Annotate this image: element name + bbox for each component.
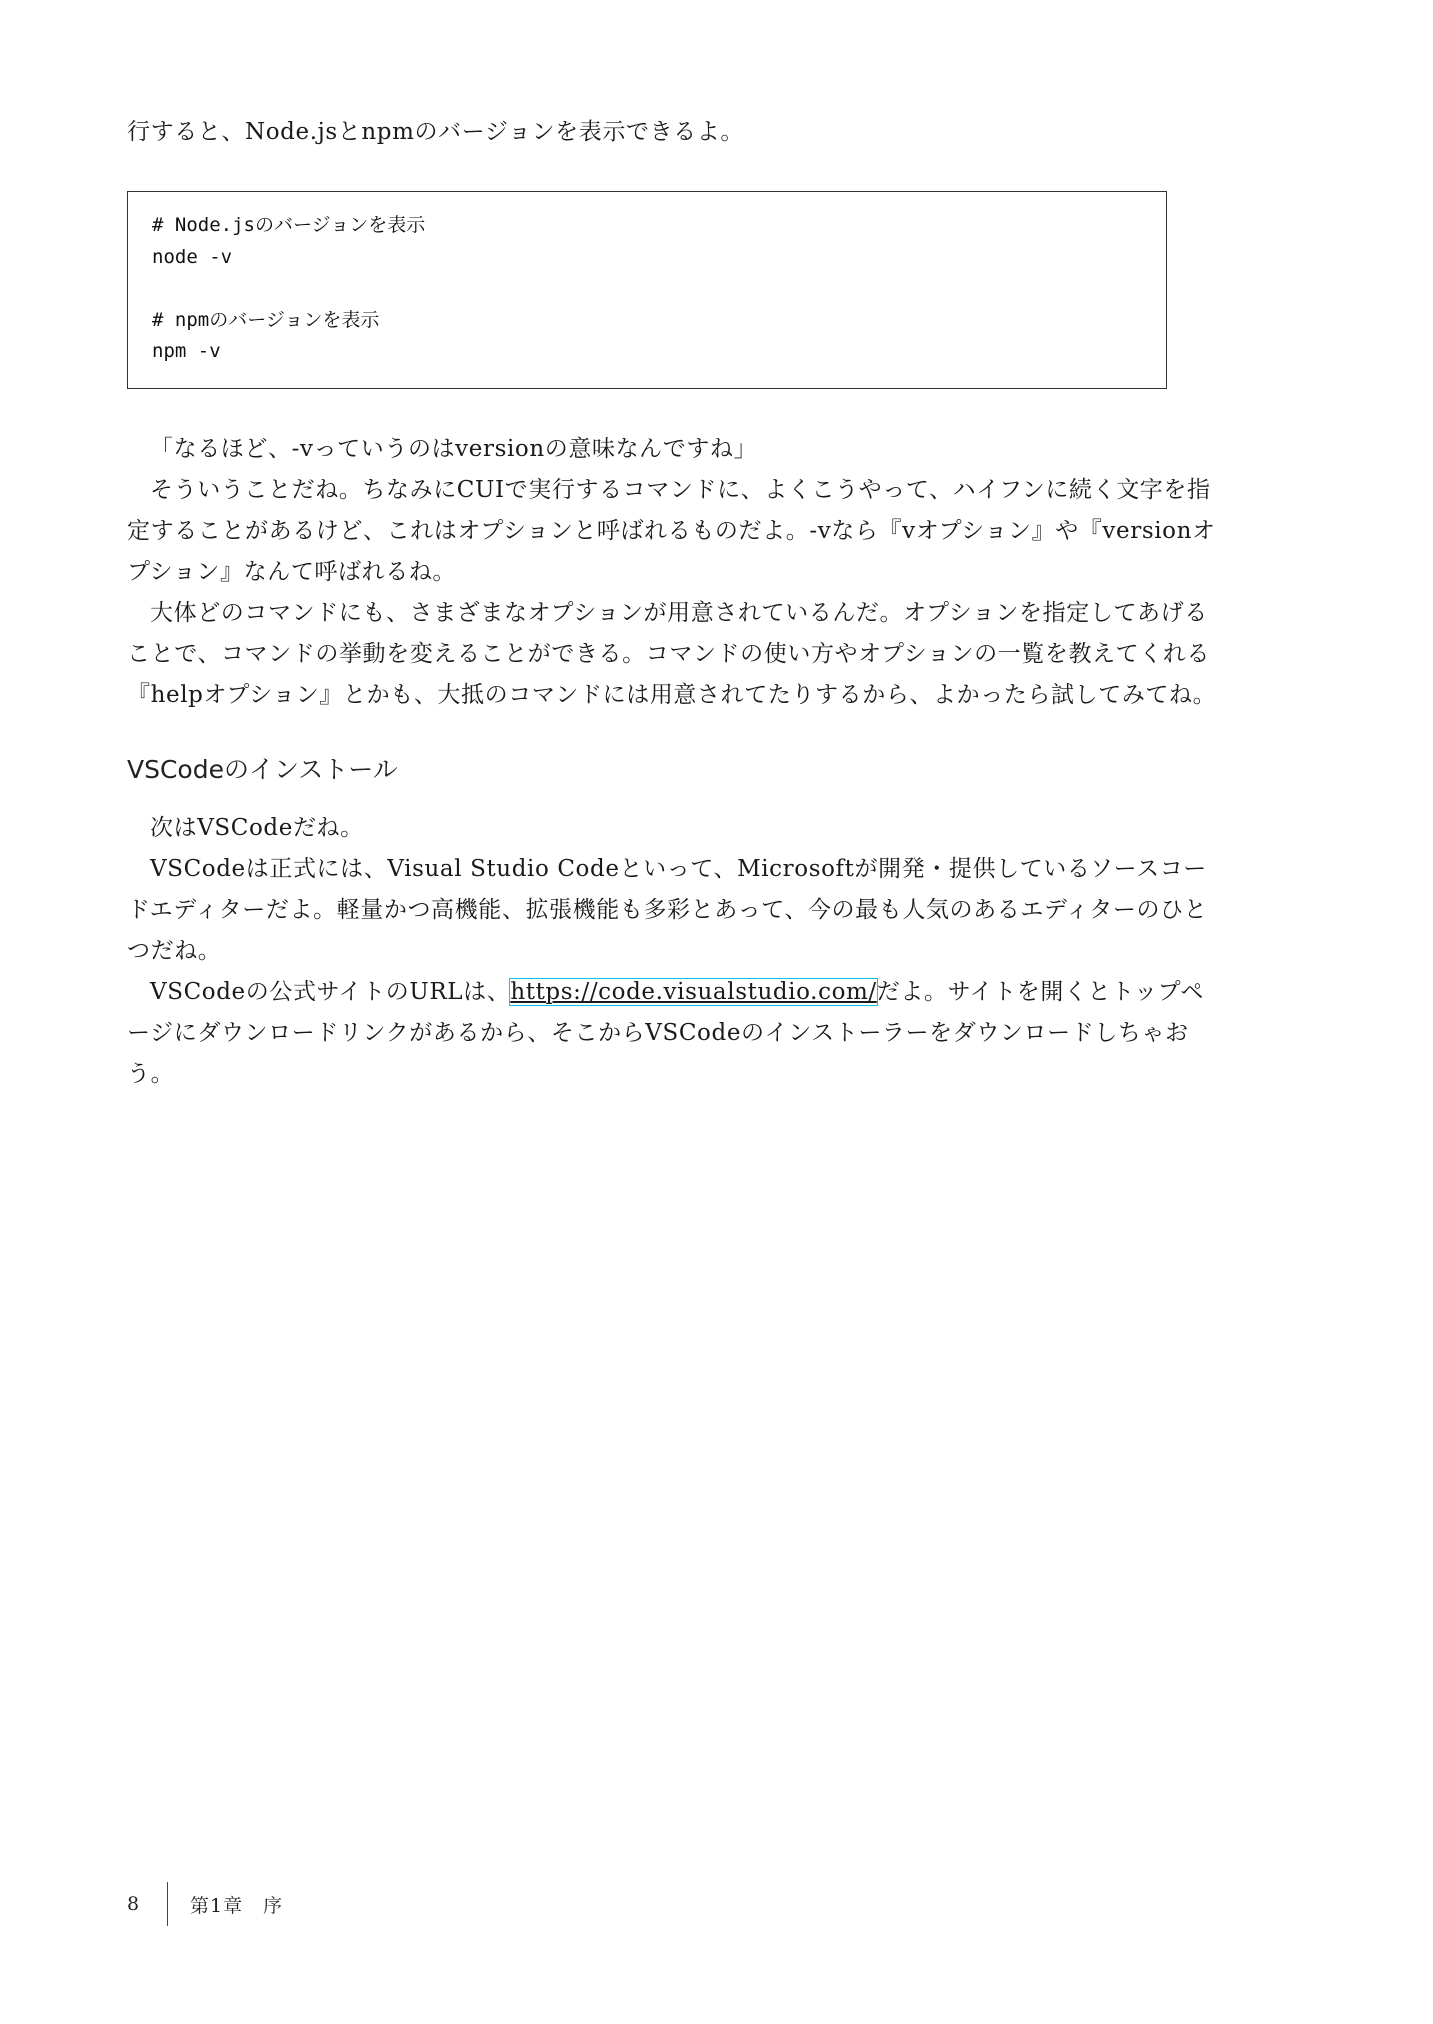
paragraph: 「なるほど、-vっていうのはversionの意味なんですね」	[150, 435, 758, 462]
paragraph	[127, 972, 1217, 1095]
code-line: # npmのバージョンを表示	[152, 308, 380, 331]
url-intro-text: VSCodeの公式サイトのURLは、	[150, 978, 511, 1005]
section-heading: VSCodeのインストール	[127, 754, 398, 784]
chapter-label: 第1章 序	[190, 1894, 284, 1917]
vscode-site-link[interactable]: https://code.visualstudio.com/	[510, 978, 877, 1005]
paragraph: VSCodeは正式には、Visual Studio Codeといって、Microsoftが開発・提供しているソースコードエディターだよ。軽量かつ高機能、拡張機能も多彩とあって、今の最も人気のあるエディターのひとつだね。	[127, 855, 1208, 964]
paragraph: 大体どのコマンドにも、さまざまなオプションが用意されているんだ。オプションを指定してあげることで、コマンドの挙動を変えることができる。コマンドの使い方やオプションの一覧を教えてくれる『helpオプション』とかも、大抵のコマンドには用意されてたりするから、よかったら試してみてね。	[127, 599, 1217, 708]
code-line: node -v	[152, 245, 233, 268]
page-number: 8	[127, 1893, 140, 1915]
paragraph: 次はVSCodeだね。	[150, 814, 364, 841]
page-footer	[127, 1882, 283, 1926]
code-line: npm -v	[152, 340, 221, 362]
intro-line: 行すると、Node.jsとnpmのバージョンを表示できるよ。	[127, 119, 744, 145]
code-line	[152, 273, 1142, 305]
url-outro-text: だよ。サイトを開くとトップページにダウンロードリンクがあるから、そこからVSCodeのインストーラーをダウンロードしちゃおう。	[127, 978, 1204, 1087]
paragraph: そういうことだね。ちなみにCUIで実行するコマンドに、よくこうやって、ハイフンに続く文字を指定することがあるけど、これはオプションと呼ばれるものだよ。-vなら『vオプション』や『versionオプション』なんて呼ばれるね。	[127, 476, 1216, 585]
code-block	[127, 191, 1167, 389]
dialogue-section	[127, 429, 1217, 716]
footer-divider	[167, 1882, 168, 1926]
page-content	[127, 112, 1217, 1095]
code-line: # Node.jsのバージョンを表示	[152, 214, 426, 236]
